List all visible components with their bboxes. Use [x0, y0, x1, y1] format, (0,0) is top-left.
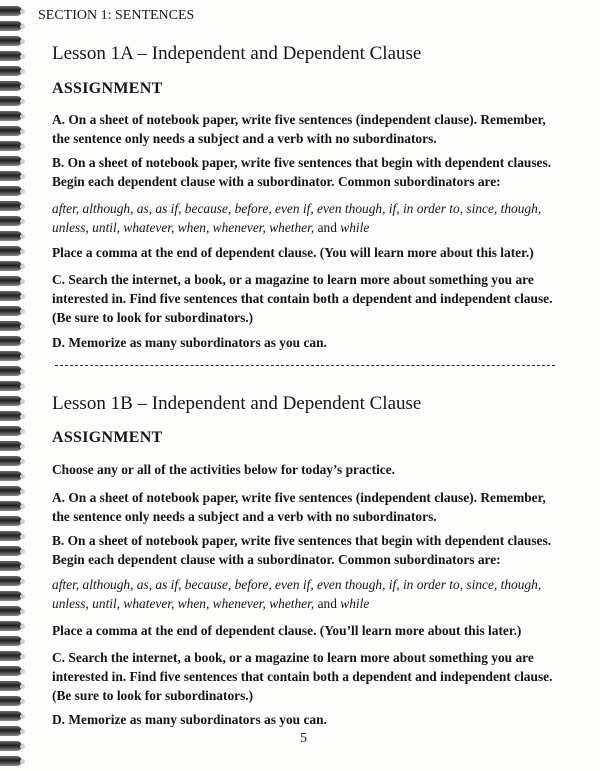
lesson-1b-item-d: D. Memorize as many subordinators as you can.	[52, 712, 327, 727]
lesson-1a-assignment-heading: ASSIGNMENT	[52, 80, 163, 97]
lesson-1a-title: Lesson 1A – Independent and Dependent Clause	[52, 43, 422, 64]
lesson-1b-subordinators: after, although, as, as if, because, before, even if, even though, if, in order to, since, though, unless, until, whatever, when, whenever, whether, and while	[52, 577, 542, 611]
lesson-1b-assignment-heading: ASSIGNMENT	[52, 429, 163, 446]
lesson-1b-comma-note: Place a comma at the end of dependent clause. (You’ll learn more about this later.)	[52, 623, 522, 638]
lesson-1a-item-c: C. Search the internet, a book, or a magazine to learn more about something you are interested in. Find five sentences that contain both a dependent and independent clause. (Be sure to look for subordinators.)	[52, 272, 553, 325]
lesson-1b-intro: Choose any or all of the activities below for today’s practice.	[52, 462, 396, 477]
lesson-1b-item-c: C. Search the internet, a book, or a magazine to learn more about something you are interested in. Find five sentences that contain both a dependent and independent clause. (Be sure to look for subordinators.)	[52, 650, 553, 703]
lesson-1b-item-b: B. On a sheet of notebook paper, write five sentences that begin with dependent clauses. Begin each dependent clause with a subordinator. Common subordinators are:	[52, 533, 552, 567]
lesson-1a-subordinators: after, although, as, as if, because, before, even if, even though, if, in order to, since, though, unless, until, whatever, when, whenever, whether, and while	[52, 201, 542, 235]
lesson-1b-item-a: A. On a sheet of notebook paper, write five sentences (independent clause). Remember, the sentence only needs a subject and a verb with no subordinators.	[52, 490, 546, 524]
lesson-1b-title: Lesson 1B – Independent and Dependent Clause	[52, 393, 422, 414]
section-header: SECTION 1: SENTENCES	[38, 8, 195, 23]
lesson-1a-item-b: B. On a sheet of notebook paper, write five sentences that begin with dependent clauses. Begin each dependent clause with a subordinator. Common subordinators are:	[52, 155, 552, 189]
dashed-divider	[55, 365, 555, 366]
page-number: 5	[300, 731, 307, 746]
lesson-1a-comma-note: Place a comma at the end of dependent clause. (You will learn more about this later.)	[52, 245, 534, 260]
lesson-1a-item-d: D. Memorize as many subordinators as you can.	[52, 335, 327, 350]
lesson-1a-item-a: A. On a sheet of notebook paper, write five sentences (independent clause). Remember, the sentence only needs a subject and a verb with no subordinators.	[52, 112, 546, 146]
